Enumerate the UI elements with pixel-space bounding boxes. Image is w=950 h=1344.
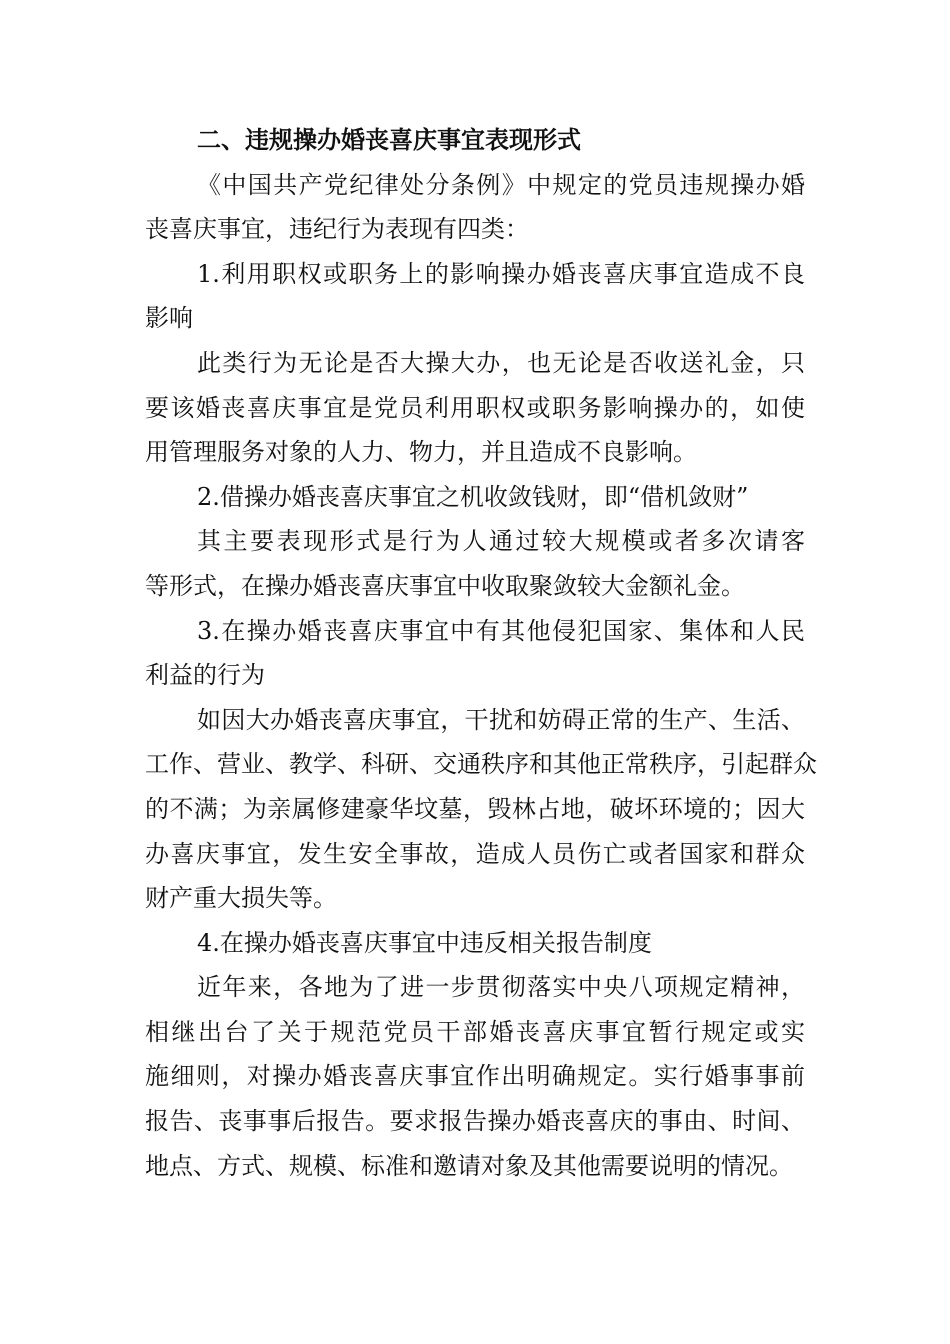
text-line: 相继出台了关于规范党员干部婚丧喜庆事宜暂行规定或实 [145, 1017, 805, 1046]
text-line: 丧喜庆事宜，违纪行为表现有四类： [145, 215, 529, 244]
text-line: 用管理服务对象的人力、物力，并且造成不良影响。 [145, 438, 697, 467]
text-line: 4.在操办婚丧喜庆事宜中违反相关报告制度 [197, 928, 652, 957]
text-line: 等形式，在操办婚丧喜庆事宜中收取聚敛较大金额礼金。 [145, 571, 745, 600]
text-line: 报告、丧事事后报告。要求报告操办婚丧喜庆的事由、时间、 [145, 1107, 805, 1136]
text-line: 地点、方式、规模、标准和邀请对象及其他需要说明的情况。 [145, 1151, 793, 1180]
text-line: 如因大办婚丧喜庆事宜，干扰和妨碍正常的生产、生活、 [197, 705, 805, 734]
text-line: 二、违规操办婚丧喜庆事宜表现形式 [197, 126, 581, 154]
text-line: 2.借操办婚丧喜庆事宜之机收敛钱财，即“借机敛财” [197, 482, 749, 511]
text-line: 影响 [145, 304, 193, 333]
paragraph [145, 341, 805, 475]
item-heading [145, 921, 805, 966]
item-heading [145, 475, 805, 520]
text-line: 办喜庆事宜，发生安全事故，造成人员伤亡或者国家和群众 [145, 839, 805, 868]
paragraph [145, 965, 805, 1188]
paragraph [145, 163, 805, 252]
text-line: 其主要表现形式是行为人通过较大规模或者多次请客 [197, 527, 805, 556]
text-line: 要该婚丧喜庆事宜是党员利用职权或职务影响操办的，如使 [145, 393, 805, 422]
text-line: 1.利用职权或职务上的影响操办婚丧喜庆事宜造成不良 [197, 259, 805, 288]
text-line: 利益的行为 [145, 661, 265, 690]
document-page [145, 118, 817, 1188]
text-line: 财产重大损失等。 [145, 884, 337, 913]
item-heading [145, 609, 805, 698]
text-line: 工作、营业、教学、科研、交通秩序和其他正常秩序，引起群众 [145, 750, 817, 779]
text-line: 3.在操办婚丧喜庆事宜中有其他侵犯国家、集体和人民 [197, 616, 805, 645]
section-heading [145, 118, 805, 163]
text-line: 此类行为无论是否大操大办，也无论是否收送礼金，只 [197, 348, 805, 377]
text-line: 《中国共产党纪律处分条例》中规定的党员违规操办婚 [197, 170, 805, 199]
paragraph [145, 698, 817, 921]
text-line: 施细则，对操办婚丧喜庆事宜作出明确规定。实行婚事事前 [145, 1062, 805, 1091]
item-heading [145, 252, 805, 341]
paragraph [145, 519, 805, 608]
text-line: 的不满；为亲属修建豪华坟墓，毁林占地，破坏环境的；因大 [145, 794, 805, 823]
text-line: 近年来，各地为了进一步贯彻落实中央八项规定精神， [197, 973, 805, 1002]
